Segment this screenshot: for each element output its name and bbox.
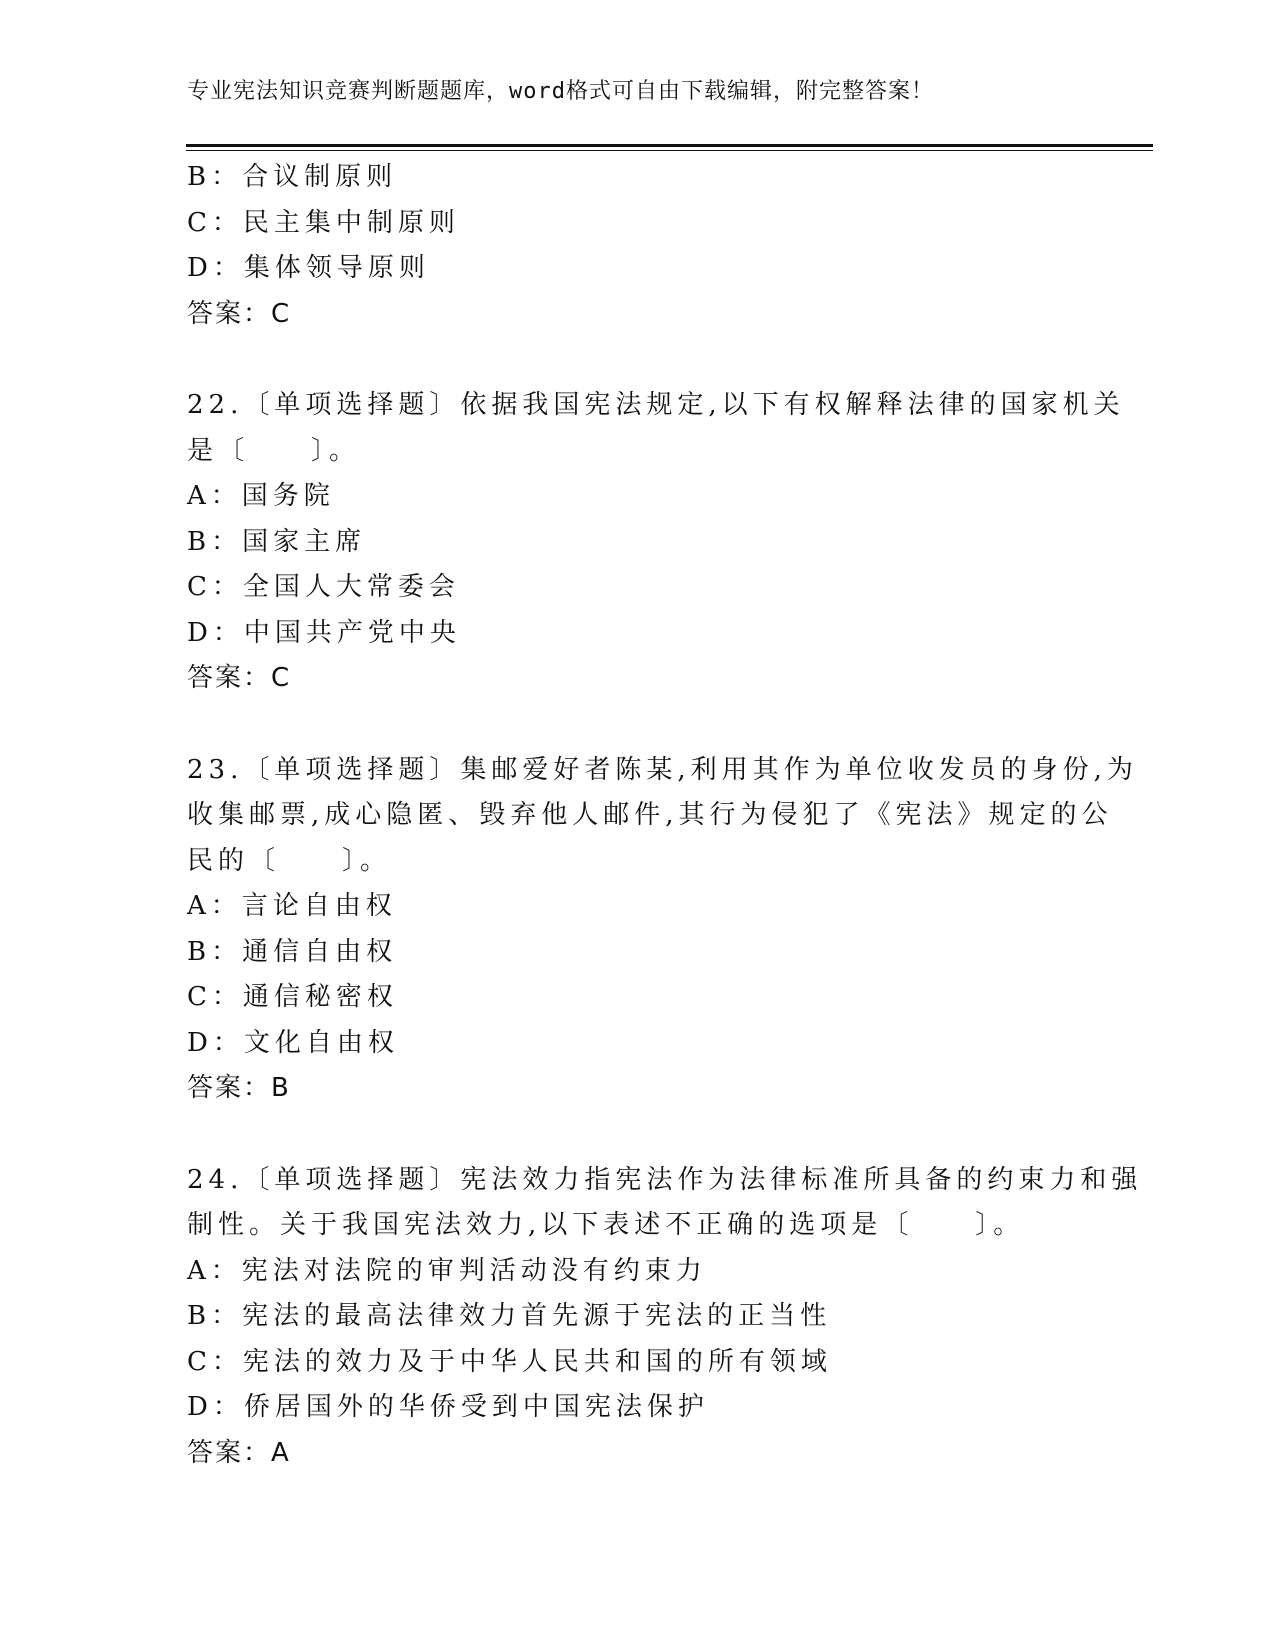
option-b: B：合议制原则 [187, 162, 398, 192]
question-stem-line: 24.〔单项选择题〕宪法效力指宪法作为法律标准所具备的约束力和强 [187, 1164, 1143, 1195]
option-b: B：通信自由权 [187, 936, 398, 967]
question-stem-line: 是〔 〕。 [187, 435, 361, 466]
question-stem-line: 制性。关于我国宪法效力,以下表述不正确的选项是〔 〕。 [187, 1210, 1025, 1240]
question-23 [187, 748, 1138, 1112]
option-b: B：宪法的最高法律效力首先源于宪法的正当性 [187, 1301, 832, 1331]
question-stem-line: 民的〔 〕。 [187, 845, 392, 876]
option-c: C：宪法的效力及于中华人民共和国的所有领域 [187, 1346, 832, 1377]
option-c: C：全国人大常委会 [187, 572, 460, 602]
option-d: D：集体领导原则 [187, 253, 430, 283]
answer-line: 答案：C [187, 298, 292, 329]
option-a: A：国务院 [187, 481, 335, 511]
question-stem-line: 23.〔单项选择题〕集邮爱好者陈某,利用其作为单位收发员的身份,为 [187, 754, 1138, 785]
document-content [187, 155, 1143, 1476]
answer-line: 答案：B [187, 1073, 291, 1103]
question-stem-line: 收集邮票,成心隐匿、毁弃他人邮件,其行为侵犯了《宪法》规定的公 [187, 800, 1113, 830]
option-d: D：文化自由权 [187, 1027, 399, 1058]
question-22 [187, 383, 1125, 702]
option-b: B：国家主席 [187, 526, 367, 557]
prev-question-block [187, 155, 1087, 337]
option-c: C：通信秘密权 [187, 982, 398, 1012]
page-header: 专业宪法知识竞赛判断题题库，word格式可自由下载编辑，附完整答案！ [187, 79, 934, 104]
option-d: D：中国共产党中央 [187, 617, 461, 648]
option-d: D：侨居国外的华侨受到中国宪法保护 [187, 1392, 709, 1422]
option-c: C：民主集中制原则 [187, 207, 460, 238]
question-stem-line: 22.〔单项选择题〕依据我国宪法规定,以下有权解释法律的国家机关 [187, 390, 1125, 420]
header-rule-thin [186, 150, 1153, 151]
option-a: A：宪法对法院的审判活动没有约束力 [187, 1255, 707, 1286]
option-a: A：言论自由权 [187, 891, 397, 921]
answer-line: 答案：A [187, 1437, 291, 1468]
question-24 [187, 1158, 1143, 1477]
answer-line: 答案：C [187, 663, 292, 693]
header-rule-thick [186, 144, 1153, 147]
